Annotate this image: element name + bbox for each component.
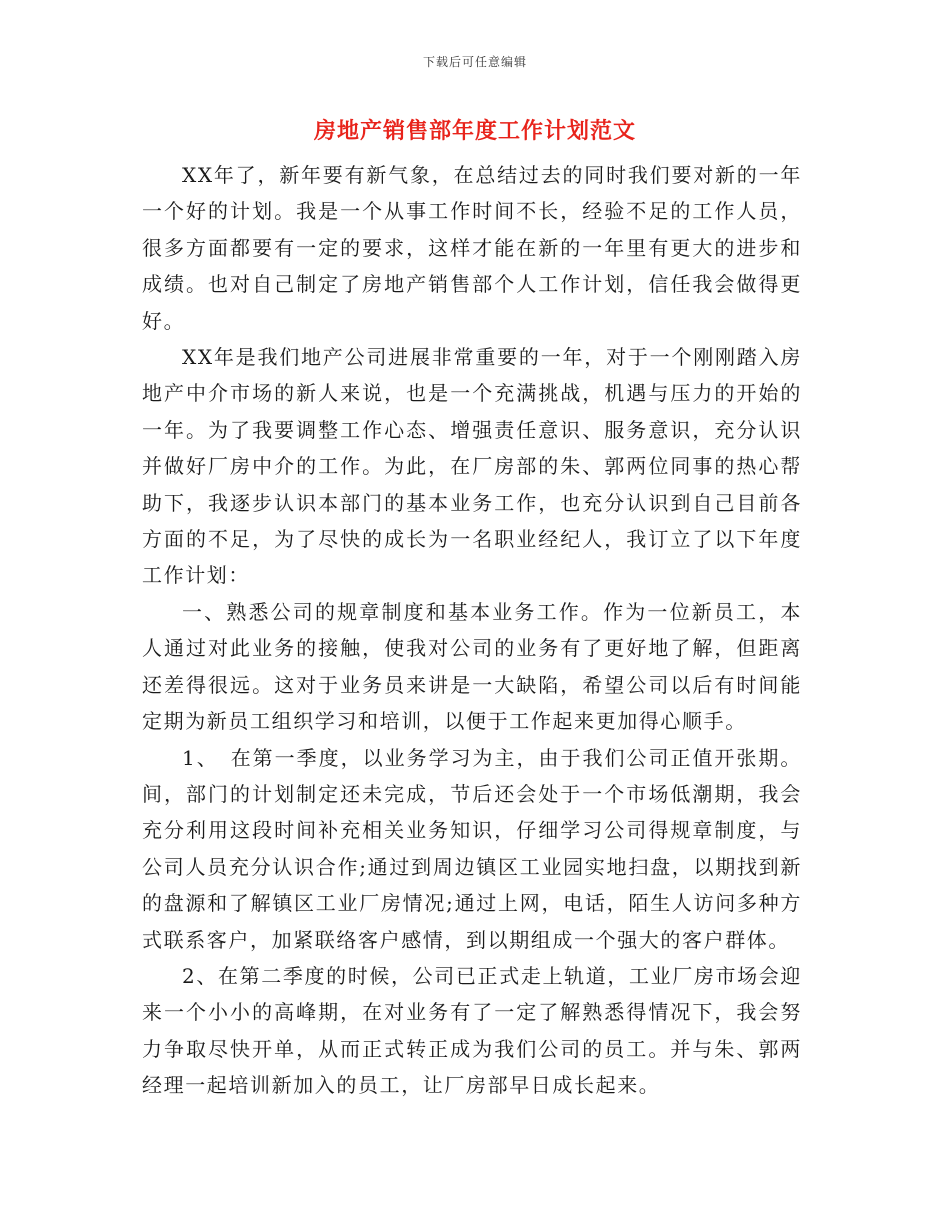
- document-body: [142, 157, 802, 1104]
- paragraph-background: XX年是我们地产公司进展非常重要的一年，对于一个刚刚踏入房地产中介市场的新人来说，也是一个充满挑战，机遇与压力的开始的一年。为了我要调整工作心态、增强责任意识、服务意识，充分认识并做好厂房中介的工作。为此，在厂房部的朱、郭两位同事的热心帮助下，我逐步认识本部门的基本业务工作，也充分认识到自己目前各方面的不足，为了尽快的成长为一名职业经纪人，我订立了以下年度工作计划：: [142, 345, 802, 588]
- paragraph-section-one: 一、熟悉公司的规章制度和基本业务工作。作为一位新员工，本人通过对此业务的接触，使我对公司的业务有了更好地了解，但距离还差得很远。这对于业务员来讲是一大缺陷，希望公司以后有时间能定期为新员工组织学习和培训，以便于工作起来更加得心顺手。: [142, 599, 802, 734]
- paragraph-second-quarter: 2、在第二季度的时候，公司已正式走上轨道，工业厂房市场会迎来一个小小的高峰期，在对业务有了一定了解熟悉得情况下，我会努力争取尽快开单，从而正式转正成为我们公司的员工。并与朱、郭两经理一起培训新加入的员工，让厂房部早日成长起来。: [142, 963, 802, 1098]
- paragraph-first-quarter: 1、 在第一季度，以业务学习为主，由于我们公司正值开张期。间，部门的计划制定还未完成，节后还会处于一个市场低潮期，我会充分利用这段时间补充相关业务知识，仔细学习公司得规章制度，与公司人员充分认识合作;通过到周边镇区工业园实地扫盘，以期找到新的盘源和了解镇区工业厂房情况;通过上网，电话，陌生人访问多种方式联系客户，加紧联络客户感情，到以期组成一个强大的客户群体。: [142, 745, 802, 952]
- paragraph-intro: XX年了，新年要有新气象，在总结过去的同时我们要对新的一年一个好的计划。我是一个从事工作时间不长，经验不足的工作人员，很多方面都要有一定的要求，这样才能在新的一年里有更大的进步和成绩。也对自己制定了房地产销售部个人工作计划，信任我会做得更好。: [142, 163, 802, 333]
- header-note: 下载后可任意编辑: [422, 55, 527, 69]
- document-title: 房地产销售部年度工作计划范文: [313, 118, 636, 144]
